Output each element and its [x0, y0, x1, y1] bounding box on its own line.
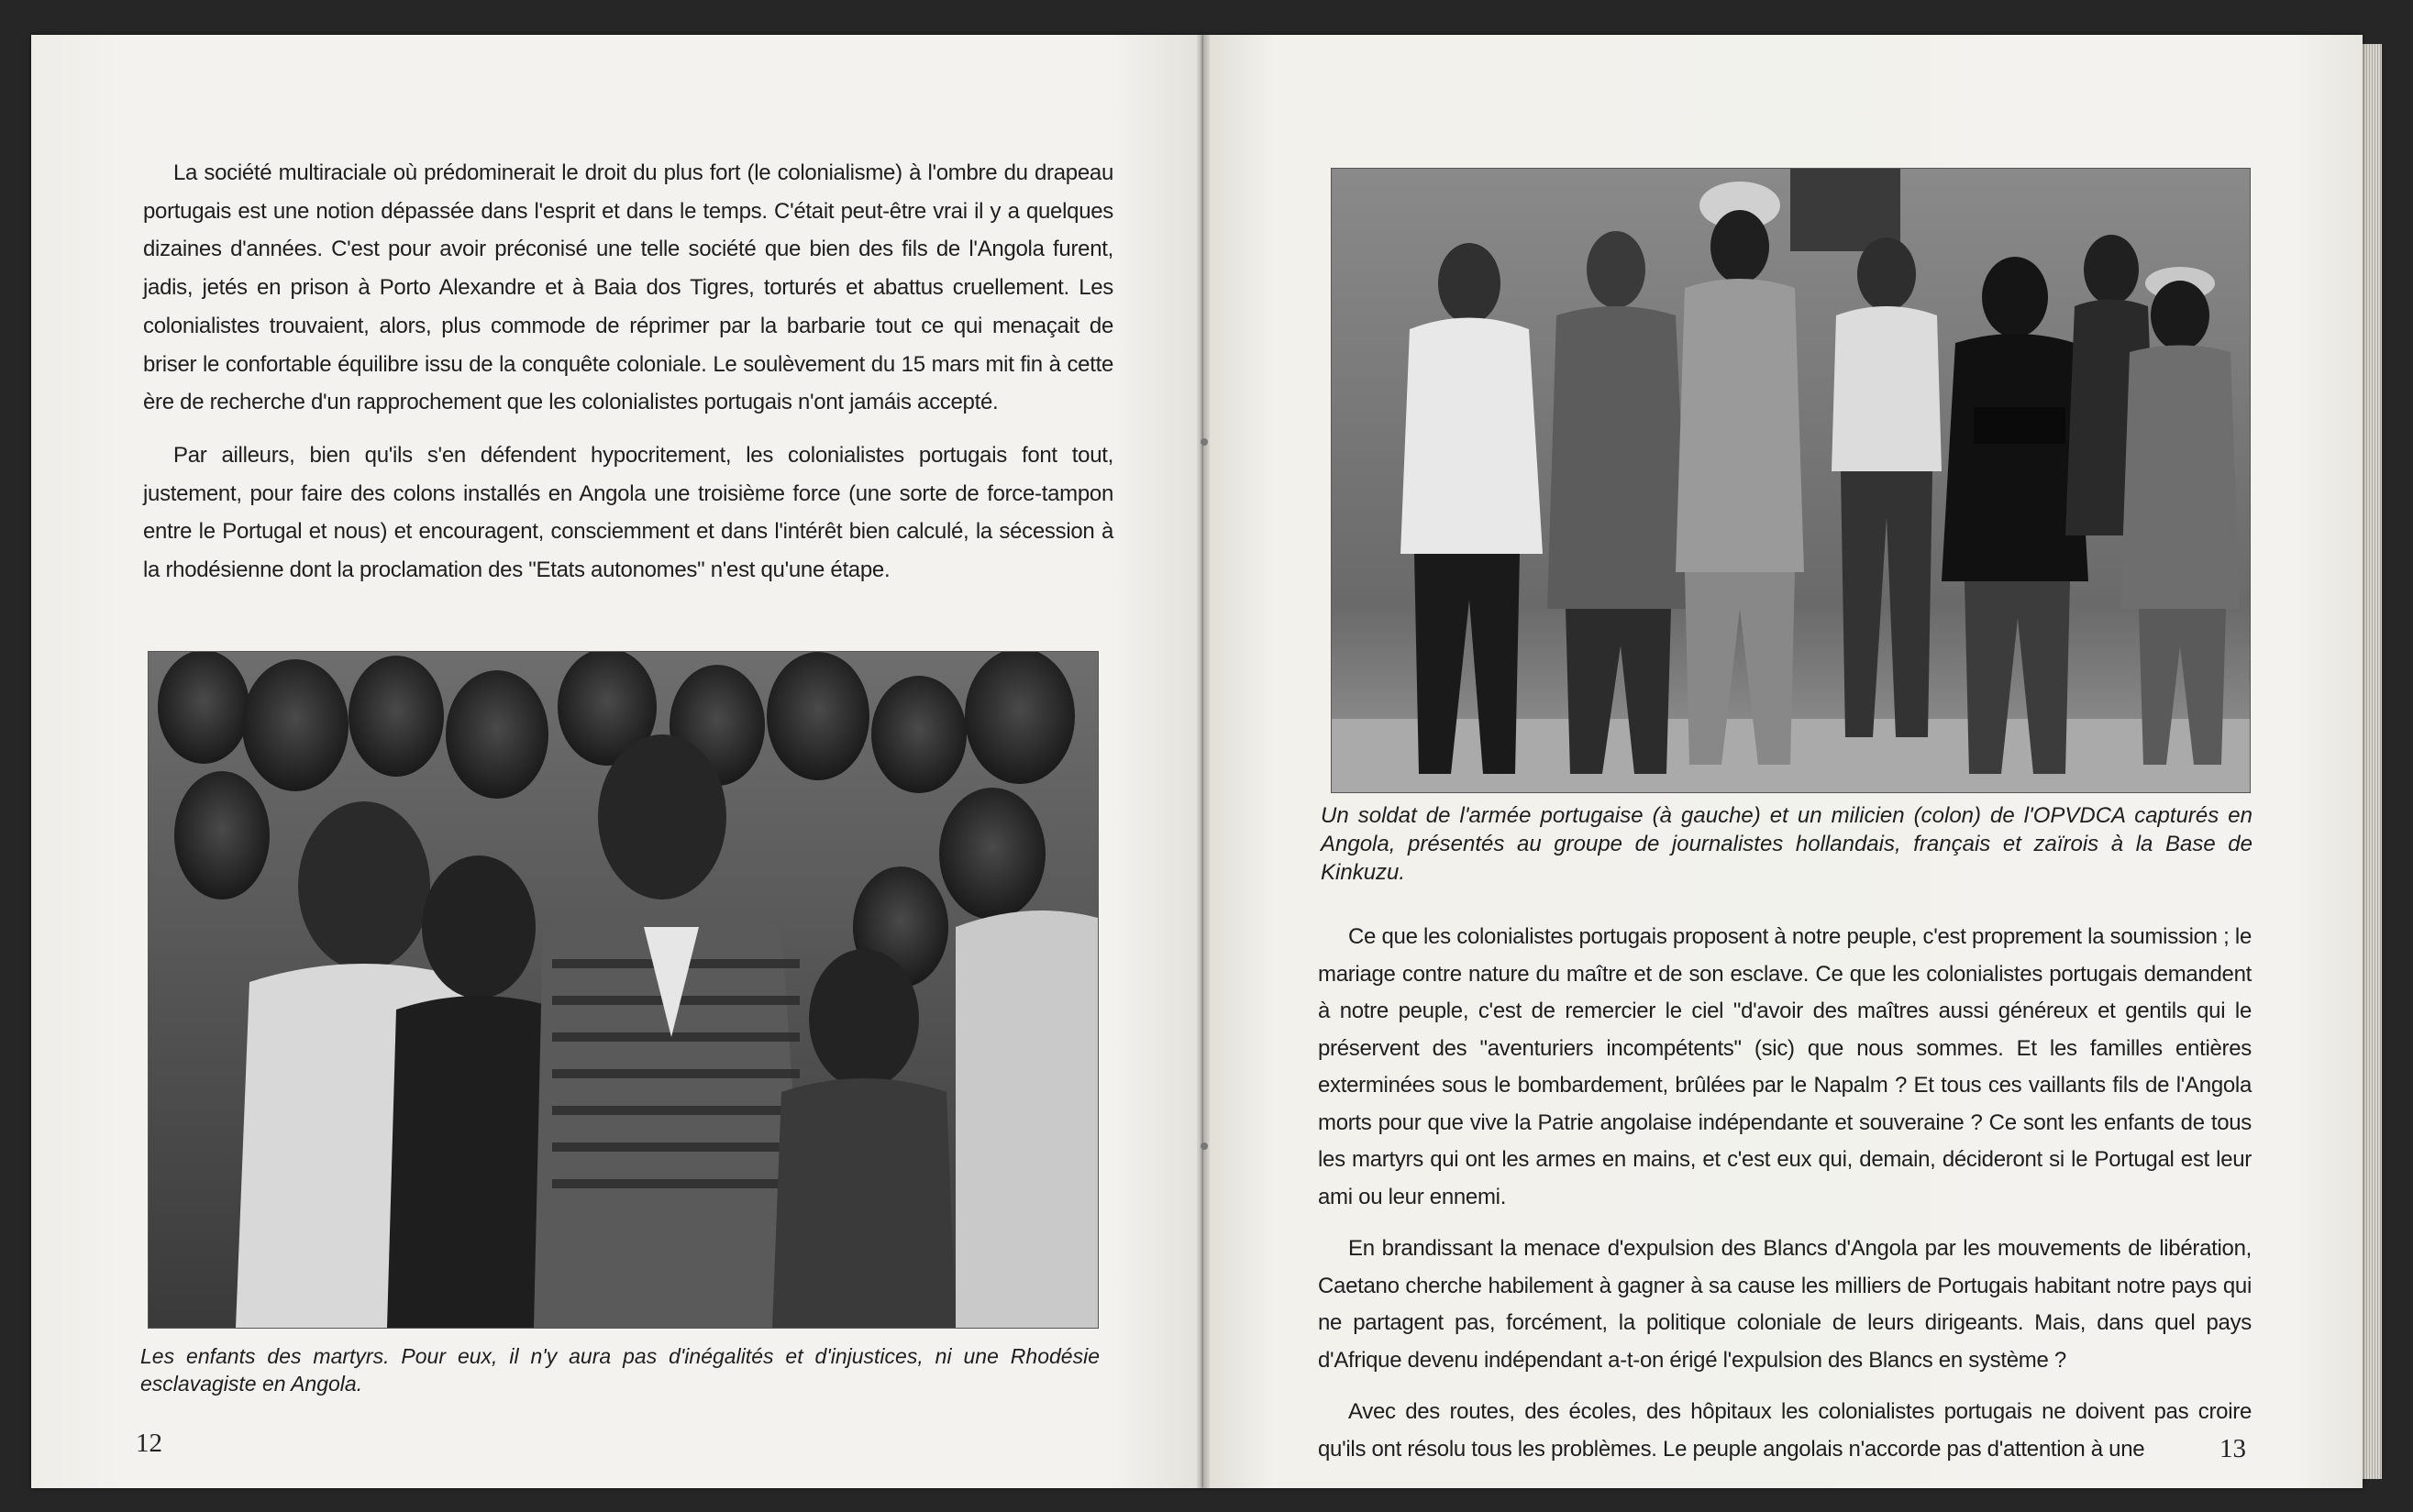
right-page-number: 13: [2219, 1434, 2246, 1463]
left-page-number: 12: [136, 1429, 162, 1458]
right-paragraph-3: Avec des routes, des écoles, des hôpitaux les colonialistes portugais ne doivent pas croire qu'ils ont résolu tous les problèmes. Le peuple angolais n'accorde pas d'attention à une: [1318, 1399, 2252, 1462]
prisoners-photo-image: [1332, 169, 2250, 792]
left-paragraph-2: Par ailleurs, bien qu'ils s'en défendent hypocritement, les colonialistes portugais font tout, justement, pour faire des colons installés en Angola une troisième force (une sorte de force-tampon entre le Portugal et nous) et encouragent, consciemment et dans l'intérêt bien calculé, la sécession à la rhodésienne dont la proclamation des "Etats autonomes" n'est qu'une étape.: [143, 442, 1113, 583]
right-page: [1203, 35, 2363, 1488]
prisoners-photo-caption: Un soldat de l'armée portugaise (à gauche) et un milicien (colon) de l'OPVDCA capturés en Angola, présentés au groupe de journalistes hollandais, français et zaïrois à la Base de Kinkuzu.: [1321, 803, 2253, 885]
children-photo-image: [149, 652, 1098, 1328]
left-paragraph-1: La société multiraciale où prédominerait le droit du plus fort (le colonialisme) à l'ombre du drapeau portugais est une notion dépassée dans l'esprit et dans le temps. C'était peut-être vrai il y a quelques dizaines d'années. C'est pour avoir préconisé une telle société que bien des fils de l'Angola furent, jadis, jetés en prison à Porto Alexandre et à Baia dos Tigres, torturés et abattus cruellement. Les colonialistes trouvaient, alors, plus commode de réprimer par la barbarie tout ce qui menaçait de briser le confortable équilibre issu de la conquête coloniale. Le soulèvement du 15 mars mit fin à cette ère de recherche d'un rapprochement que les colonialistes portugais n'ont jamáis accepté.: [143, 160, 1113, 415]
prisoners-photo: [1331, 168, 2251, 793]
right-paragraph-1: Ce que les colonialistes portugais proposent à notre peuple, c'est proprement la soumission ; le mariage contre nature du maître et de son esclave. Ce que les colonialistes portugais demandent à notre peuple, c'est de remercier le ciel "d'avoir des maîtres aussi généreux et gentils qui le préservent des "aventuriers incompétents" (sic) que nous sommes. Et les familles entières exterminées sous le bombardement, brûlées par le Napalm ? Et tous ces vaillants fils de l'Angola morts pour que vive la Patrie angolaise indépendante et souveraine ? Ce sont les enfants de tous les martyrs qui ont les armes en mains, et c'est eux qui, demain, décideront si le Portugal est leur ami ou leur ennemi.: [1318, 924, 2252, 1209]
children-photo: [148, 651, 1099, 1329]
center-gutter: [1197, 35, 1210, 1488]
page-edges: [2362, 44, 2382, 1479]
binding-staple-top: [1201, 438, 1208, 446]
right-paragraph-2: En brandissant la menace d'expulsion des Blancs d'Angola par les mouvements de libération, Caetano cherche habilement à gagner à sa cause les milliers de Portugais habitant notre pays qui ne partagent pas, forcément, la politique coloniale de leurs dirigeants. Mais, dans quel pays d'Afrique devenu indépendant a-t-on érigé l'expulsion des Blancs en système ?: [1318, 1236, 2252, 1373]
left-page: [31, 35, 1203, 1488]
children-photo-caption: Les enfants des martyrs. Pour eux, il n'y aura pas d'inégalités et d'injustices, ni une Rhodésie esclavagiste en Angola.: [140, 1344, 1100, 1396]
left-body-text: [143, 154, 1113, 590]
binding-staple-bottom: [1201, 1142, 1208, 1150]
right-body-text: [1318, 919, 2252, 1468]
